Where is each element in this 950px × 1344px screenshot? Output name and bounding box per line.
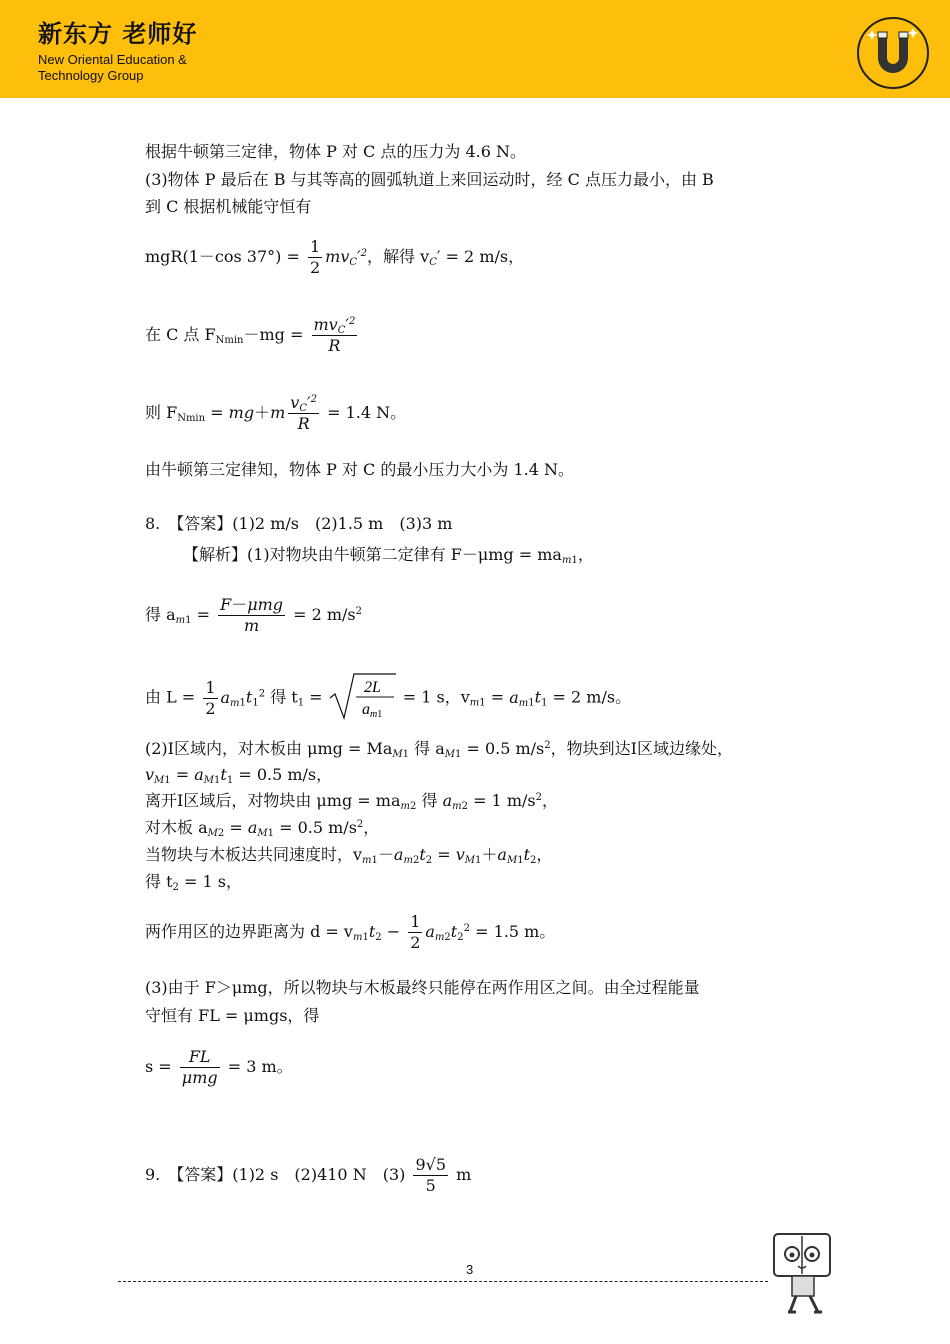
svg-text:am1: am1	[361, 701, 382, 720]
sqrt-sign-icon	[328, 670, 398, 720]
footer-divider	[118, 1281, 768, 1282]
l15-part1: 对木板 a	[145, 818, 208, 837]
eq5-left: 由 L =	[145, 687, 196, 707]
q8-analysis-text: 【解析】(1)对物块由牛顿第二定律有 F－μmg = ma	[183, 545, 562, 564]
equation-acceleration: 得 $a_{m1}$ = $\frac{\text{F－μmg}}{m}$ = 2 $m/s^2$	[145, 595, 363, 635]
text-line-13: $v_{M1} = a_{M1}t_1 = 0.5$ m/s，	[145, 765, 333, 786]
l15-part2: = 0.5 m/s	[279, 818, 357, 837]
q8-analysis: 【解析】(1)对物块由牛顿第二定律有 $F-\mu mg = ma_{m1}$，	[183, 545, 594, 566]
fraction-v2-r: $\frac{v_C'^2}{R}$	[290, 393, 317, 433]
eq1-left: mgR(1－cos 37°) =	[145, 247, 300, 266]
text-line-7: 由牛顿第三定律知，物体 P 对 C 的最小压力大小为 1.4 N。	[145, 460, 574, 479]
text-line-3: 到 C 根据机械能守恒有	[145, 197, 312, 216]
l17-part1: 得 t	[145, 872, 173, 891]
magnet-logo-icon	[856, 16, 930, 90]
brand-english-name	[38, 52, 187, 84]
fraction-fl-umg: $\frac{FL}{\text{μmg}}$	[181, 1047, 218, 1087]
text-line-17: 得 $t_2 = 1$ s，	[145, 872, 242, 893]
eq2-mid: －mg =	[243, 325, 304, 344]
brand-chinese-name: 新东方 老师好	[38, 20, 198, 48]
reading-cat-mascot-icon	[768, 1228, 838, 1316]
eq5-tail: = 2 m/s。	[552, 687, 632, 707]
fraction-half-2: $\frac{1}{2}$	[205, 677, 216, 718]
l12-part2: 得 a	[414, 739, 445, 758]
fraction-f-umg-m: $\frac{\text{F－μmg}}{m}$	[220, 595, 284, 635]
q9-answer-text: 9. 【答案】(1)2 s (2)410 N (3)	[145, 1165, 406, 1184]
text-line-1: 根据牛顿第三定律，物体 P 对 C 点的压力为 4.6 N。	[145, 142, 526, 161]
equation-normal-force: 在 C 点 $F_{Nmin}-mg$ = $\frac{mv_C'^2}{R}$	[145, 315, 356, 355]
eq5-mid: 得 t	[270, 687, 298, 707]
eq1-right: ，解得 v	[367, 247, 430, 266]
equation-time: 由 L = $\frac{1}{2}$ $a_{m1}t_1^2$ 得 $t_1$ = 2L am1 = 1 s，$v_{m1} = a_{m1}t_1 = 2$ m/s。	[145, 670, 631, 726]
eq6-value: = 1.5 m。	[475, 922, 556, 941]
l12-part4: ，物块到达I区域边缘处，	[550, 739, 733, 758]
eq4-value: = 2 m/s	[293, 605, 356, 624]
eq6-left: 两作用区的边界距离为 d = v	[145, 922, 353, 941]
eq1-value: ′ = 2 m/s，	[436, 247, 525, 266]
eq3-left: 则 F	[145, 403, 178, 422]
eq7-left: s =	[145, 1057, 172, 1076]
l13-value: = 0.5 m/s，	[238, 765, 333, 784]
sqrt-expression	[328, 670, 398, 726]
eq5-value: = 1 s，v	[402, 687, 470, 707]
q9-answer	[145, 1155, 471, 1196]
svg-text:2L: 2L	[363, 679, 381, 696]
page-number: 3	[466, 1262, 474, 1277]
brand-en-line1: New Oriental Education &	[38, 52, 187, 67]
l12-part1: (2)I区域内，对木板由 μmg = Ma	[145, 739, 393, 758]
equation-energy: mgR(1－cos 37°) = $\frac{1}{2}$ $mv_C'^2$，解得 $v_C' = 2$ m/s，	[145, 237, 525, 277]
q8-answer: 8. 【答案】(1)2 m/s (2)1.5 m (3)3 m	[145, 514, 453, 533]
fraction-half-3: $\frac{1}{2}$	[410, 912, 421, 952]
l14-part1: 离开I区域后，对物块由 μmg = ma	[145, 791, 401, 810]
eq3-value: = 1.4 N。	[327, 403, 407, 422]
text-line-14: 离开I区域后，对物块由 $\mu mg = ma_{m2}$ 得 $a_{m2} = 1$ $m/s^2$，	[145, 791, 558, 812]
l17-part2: = 1 s，	[184, 872, 242, 891]
brand-en-line2: Technology Group	[38, 68, 144, 83]
fraction-9root5-5: $\frac{9√5}{5}$	[415, 1155, 447, 1195]
equation-distance: 两作用区的边界距离为 $d = v_{m1}t_2$ − $\frac{1}{2}$ $a_{m2}t_2^2 = 1.5$ m。	[145, 912, 556, 952]
fraction-half: $\frac{1}{2}$	[309, 237, 321, 277]
fraction-mv2-r: $\frac{mv_C'^2}{R}$	[313, 315, 356, 355]
q9-unit: m	[456, 1165, 472, 1184]
eq7-value: = 3 m。	[227, 1057, 293, 1076]
text-line-12: (2)I区域内，对木板由 $\mu mg = Ma_{M1}$ 得 $a_{M1} = 0.5$ $m/s^2$，物块到达I区域边缘处，	[145, 739, 733, 760]
header-bar	[0, 0, 950, 98]
text-line-15: 对木板 $a_{M2} = a_{M1} = 0.5$ $m/s^2$，	[145, 818, 380, 839]
text-line-20: 守恒有 FL = μmgs，得	[145, 1006, 320, 1025]
l14-part2: = 1 m/s	[473, 791, 536, 810]
l16-part1: 当物块与木板达共同速度时，v	[145, 845, 363, 864]
text-line-16: 当物块与木板达共同速度时，$v_{m1}-a_{m2}t_2 = v_{M1}+a_{M1}t_2$，	[145, 845, 553, 866]
text-line-2: (3)物体 P 最后在 B 与其等高的圆弧轨道上来回运动时，经 C 点压力最小，由 B	[145, 170, 714, 189]
equation-min-force: 则 $F_{Nmin} = mg+m$ $\frac{v_C'^2}{R}$ = 1.4 N。	[145, 393, 407, 433]
text-line-19: (3)由于 F＞μmg，所以物块与木板最终只能停在两作用区之间。由全过程能量	[145, 978, 700, 997]
equation-displacement	[145, 1047, 293, 1088]
eq2-left: 在 C 点 F	[145, 325, 216, 344]
eq4-left: 得 a	[145, 605, 176, 624]
l12-part3: = 0.5 m/s	[466, 739, 545, 758]
